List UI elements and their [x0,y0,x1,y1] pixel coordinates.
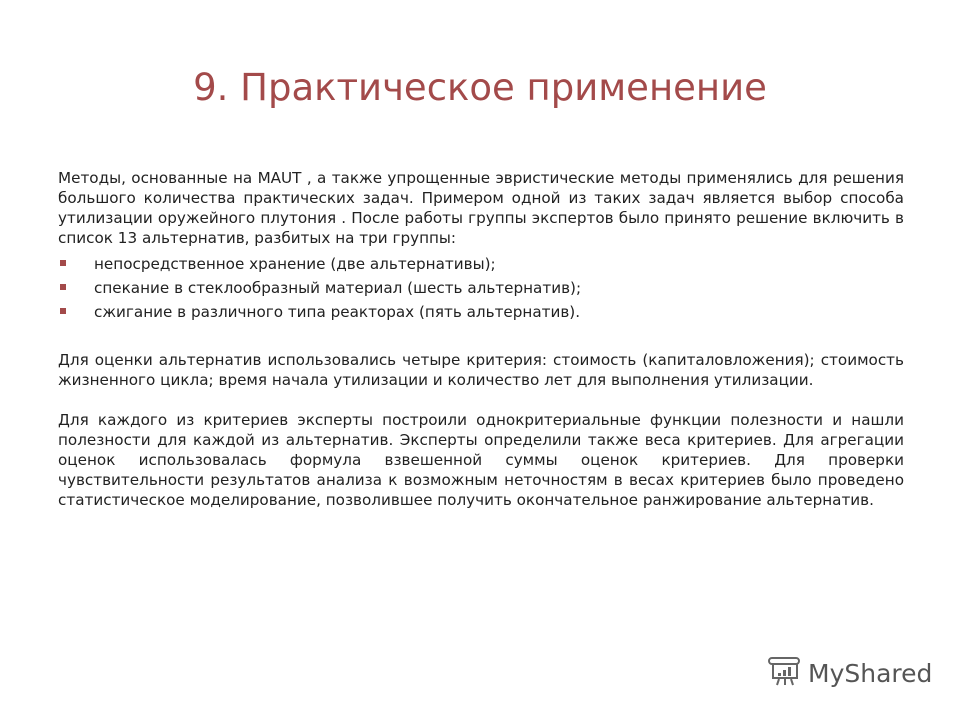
list-item [58,254,904,278]
list-item-text: непосредственное хранение (две альтернативы); [94,255,496,273]
list-item-text: спекание в стеклообразный материал (шесть альтернатив); [94,279,582,297]
watermark-text: MyShared [808,658,933,688]
presentation-board-icon [768,654,802,692]
alternatives-list [58,254,904,326]
criteria-paragraph: Для оценки альтернатив использовались четыре критерия: стоимость (капиталовложения); стоимость жизненного цикла; время начала утилизации и количество лет для выполнения утилизации. [58,351,904,389]
intro-paragraph: Методы, основанные на MAUT , а также упрощенные эвристические методы применялись для решения большого количества практических задач. Примером одной из таких задач является выбор способа утилизации оружейного плутония . После работы группы экспертов было принято решение включить в список 13 альтернатив, разбитых на три группы: [58,169,904,247]
myshared-watermark [768,655,932,691]
slide-title: 9. Практическое применение [193,66,767,109]
list-item-text: сжигание в различного типа реакторах (пять альтернатив). [94,303,581,321]
square-bullet-icon [60,260,66,266]
square-bullet-icon [60,308,66,314]
square-bullet-icon [60,284,66,290]
list-item [58,302,904,326]
methodology-paragraph: Для каждого из критериев эксперты построили однокритериальные функции полезности и нашли полезности для каждой из альтернатив. Эксперты определили также веса критериев. Для агрегации оценок использовалась формула взвешенной суммы оценок критериев. Для проверки чувствительности результатов анализа к возможным неточностям в весах критериев было проведено статистическое моделирование, позволившее получить окончательное ранжирование альтернатив. [58,411,904,509]
slide-content [58,168,904,510]
list-item [58,278,904,302]
